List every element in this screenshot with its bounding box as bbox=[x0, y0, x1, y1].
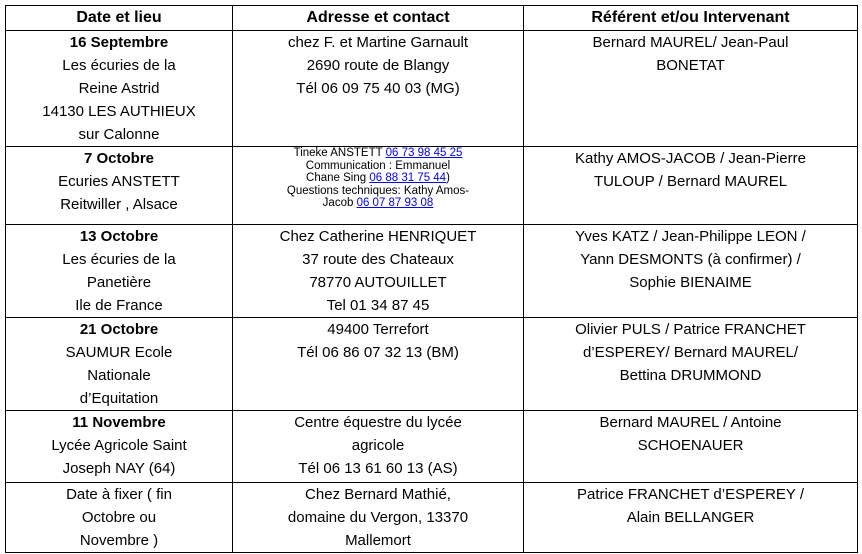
address-cell bbox=[233, 411, 524, 483]
referent-line: Yann DESMONTS (à confirmer) / bbox=[580, 251, 801, 268]
table-row bbox=[6, 318, 858, 411]
event-date: 21 Octobre bbox=[79, 321, 159, 338]
address-line: Chez Catherine HENRIQUET bbox=[279, 228, 477, 245]
address-line: Chez Bernard Mathié, bbox=[305, 486, 451, 503]
address-line: Tel 01 34 87 45 bbox=[326, 297, 430, 314]
phone-link-kathy[interactable]: 06 07 87 93 08 bbox=[356, 197, 434, 209]
referent-line: Alain BELLANGER bbox=[626, 509, 755, 526]
address-line: Mallemort bbox=[345, 532, 411, 549]
address-line: Tél 06 86 07 32 13 (BM) bbox=[297, 344, 459, 361]
place-line: Nationale bbox=[87, 367, 151, 384]
place-line: SAUMUR Ecole bbox=[65, 344, 173, 361]
place-line: sur Calonne bbox=[78, 126, 160, 143]
place-line: Reitwiller , Alsace bbox=[60, 196, 178, 213]
address-cell bbox=[233, 225, 524, 318]
referent-cell bbox=[524, 411, 858, 483]
place-line: Reine Astrid bbox=[78, 80, 160, 97]
address-line: domaine du Vergon, 13370 bbox=[287, 509, 469, 526]
date-lieu-cell bbox=[6, 225, 233, 318]
referent-cell bbox=[524, 147, 858, 225]
header-date-lieu: Date et lieu bbox=[6, 6, 233, 31]
address-line: 2690 route de Blangy bbox=[306, 57, 450, 74]
date-lieu-cell bbox=[6, 318, 233, 411]
address-line: 78770 AUTOUILLET bbox=[309, 274, 447, 291]
place-line: Novembre ) bbox=[79, 532, 159, 549]
contact-name: Tineke ANSTETT bbox=[293, 147, 386, 159]
referent-line: Bettina DRUMMOND bbox=[619, 367, 762, 384]
referent-cell bbox=[524, 31, 858, 147]
address-cell bbox=[233, 483, 524, 553]
table-row bbox=[6, 483, 858, 553]
address-cell bbox=[233, 31, 524, 147]
address-cell bbox=[233, 318, 524, 411]
place-line: 14130 LES AUTHIEUX bbox=[42, 103, 196, 120]
contact-tail: ) bbox=[446, 172, 450, 184]
phone-link-tineke[interactable]: 06 73 98 45 25 bbox=[385, 147, 463, 159]
place-line: Ile de France bbox=[75, 297, 163, 314]
address-line: agricole bbox=[351, 437, 405, 454]
address-line: chez F. et Martine Garnault bbox=[287, 34, 469, 51]
address-line: 37 route des Chateaux bbox=[302, 251, 454, 268]
referent-line: Patrice FRANCHET d’ESPEREY / bbox=[576, 486, 804, 503]
event-date: 11 Novembre bbox=[72, 414, 166, 431]
address-line: Tél 06 13 61 60 13 (AS) bbox=[298, 460, 458, 477]
header-referent: Référent et/ou Intervenant bbox=[524, 6, 858, 31]
referent-line: BONETAT bbox=[656, 57, 725, 74]
referent-cell bbox=[524, 225, 858, 318]
event-date: 7 Octobre bbox=[83, 150, 155, 167]
referent-cell bbox=[524, 318, 858, 411]
contact-line bbox=[237, 147, 519, 160]
table-row bbox=[6, 411, 858, 483]
address-line: 49400 Terrefort bbox=[327, 321, 429, 338]
date-lieu-cell bbox=[6, 31, 233, 147]
event-date: 16 Septembre bbox=[69, 34, 169, 51]
referent-line: Sophie BIENAIME bbox=[629, 274, 752, 291]
referent-cell bbox=[524, 483, 858, 553]
referent-line: d’ESPEREY/ Bernard MAUREL/ bbox=[582, 344, 799, 361]
date-lieu-cell bbox=[6, 411, 233, 483]
referent-line: Bernard MAUREL/ Jean-Paul bbox=[592, 34, 789, 51]
contact-line bbox=[237, 197, 519, 210]
referent-line: TULOUP / Bernard MAUREL bbox=[593, 173, 788, 190]
date-lieu-cell bbox=[6, 483, 233, 553]
table-row bbox=[6, 31, 858, 147]
contact-line: Communication : Emmanuel bbox=[305, 159, 451, 172]
place-line: Les écuries de la bbox=[62, 57, 176, 74]
header-adresse-contact: Adresse et contact bbox=[233, 6, 524, 31]
referent-line: Olivier PULS / Patrice FRANCHET bbox=[575, 321, 806, 338]
header-row bbox=[6, 6, 858, 31]
contact-name: Jacob bbox=[322, 197, 357, 209]
table-row bbox=[6, 225, 858, 318]
place-line: Joseph NAY (64) bbox=[62, 460, 176, 477]
event-date: 13 Octobre bbox=[79, 228, 159, 245]
referent-line: Bernard MAUREL / Antoine bbox=[599, 414, 782, 431]
events-table bbox=[5, 5, 858, 553]
referent-line: SCHOENAUER bbox=[637, 437, 744, 454]
contact-name: Chane Sing bbox=[306, 172, 370, 184]
place-line: Lycée Agricole Saint bbox=[51, 437, 187, 454]
contact-line: Questions techniques: Kathy Amos- bbox=[286, 184, 470, 197]
contact-cell bbox=[233, 147, 524, 225]
referent-line: Yves KATZ / Jean-Philippe LEON / bbox=[575, 228, 806, 245]
place-line: Les écuries de la bbox=[62, 251, 176, 268]
place-line: Date à fixer ( fin bbox=[66, 486, 172, 503]
place-line: Ecuries ANSTETT bbox=[58, 173, 180, 190]
address-line: Tél 06 09 75 40 03 (MG) bbox=[296, 80, 460, 97]
place-line: Octobre ou bbox=[81, 509, 157, 526]
phone-link-emmanuel[interactable]: 06 88 31 75 44 bbox=[369, 172, 447, 184]
address-line: Centre équestre du lycée bbox=[294, 414, 462, 431]
place-line: d’Equitation bbox=[79, 390, 159, 407]
referent-line: Kathy AMOS-JACOB / Jean-Pierre bbox=[575, 150, 806, 167]
table-row bbox=[6, 147, 858, 225]
contact-line bbox=[237, 172, 519, 185]
date-lieu-cell bbox=[6, 147, 233, 225]
place-line: Panetière bbox=[86, 274, 152, 291]
